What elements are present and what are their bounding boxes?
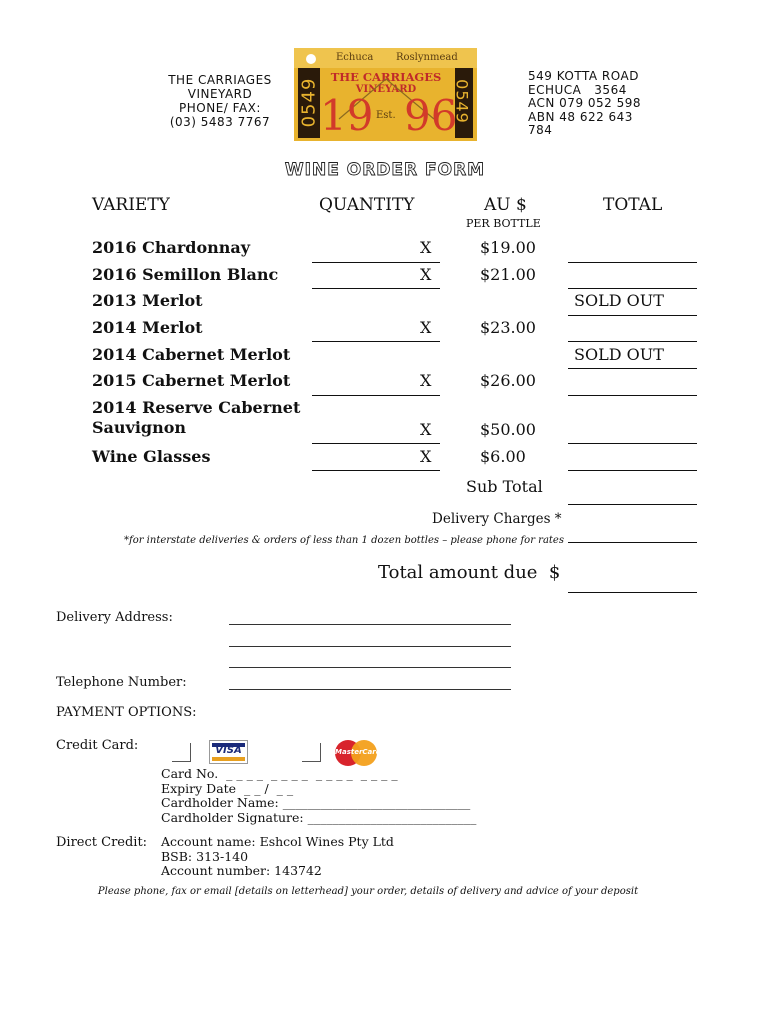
quantity-field[interactable] xyxy=(312,262,440,263)
times-sign: X xyxy=(420,371,432,390)
delivery-address-field[interactable] xyxy=(229,667,511,668)
logo-text: Echuca xyxy=(336,52,374,63)
total-field[interactable] xyxy=(568,470,697,471)
quantity-field[interactable] xyxy=(312,395,440,396)
quantity-field[interactable] xyxy=(312,470,440,471)
logo-text: 96 xyxy=(404,91,458,140)
sub-total-field[interactable] xyxy=(568,504,697,505)
contact-line: VINEYARD xyxy=(187,87,253,101)
cardholder-name-field[interactable]: Cardholder Name: ______________________________ xyxy=(161,795,471,810)
times-sign: X xyxy=(420,420,432,439)
wine-name: 2013 Merlot xyxy=(92,291,203,310)
total-field[interactable] xyxy=(568,395,697,396)
contact-line: PHONE/ FAX: xyxy=(179,101,261,115)
wine-price: $50.00 xyxy=(480,420,536,439)
per-bottle-label: PER BOTTLE xyxy=(466,217,541,230)
wine-name: 2014 Merlot xyxy=(92,318,203,337)
delivery-address-field[interactable] xyxy=(229,646,511,647)
contact-line: THE CARRIAGES xyxy=(168,73,272,87)
column-header-total: TOTAL xyxy=(603,195,663,215)
mastercard-checkbox[interactable] xyxy=(302,743,321,762)
page-title: WINE ORDER FORM xyxy=(284,160,486,180)
logo-text: 0549 xyxy=(452,79,472,124)
direct-credit-details xyxy=(161,835,394,879)
logo-text: 0549 xyxy=(298,77,320,128)
visa-logo xyxy=(209,740,248,764)
bsb: BSB: 313-140 xyxy=(161,848,249,864)
mastercard-text: MasterCard xyxy=(335,748,381,756)
wine-price: $26.00 xyxy=(480,371,536,390)
delivery-charges-field[interactable] xyxy=(568,542,697,543)
quantity-field[interactable] xyxy=(312,443,440,444)
total-field[interactable] xyxy=(568,262,697,263)
vineyard-address xyxy=(528,70,688,138)
credit-card-label: Credit Card: xyxy=(56,738,139,753)
delivery-note: *for interstate deliveries & orders of less than 1 dozen bottles – please phone for rates xyxy=(124,535,564,546)
wine-name: Wine Glasses xyxy=(92,447,211,466)
wine-name: 2015 Cabernet Merlot xyxy=(92,371,291,390)
times-sign: X xyxy=(420,238,432,257)
logo-text: THE CARRIAGES xyxy=(330,70,442,84)
wine-price: $21.00 xyxy=(480,265,536,284)
times-sign: X xyxy=(420,447,432,466)
card-number-field[interactable]: Card No. _ _ _ _ _ _ _ _ _ _ _ _ _ _ _ _ xyxy=(161,766,398,781)
address-line: 549 KOTTA ROAD xyxy=(528,69,639,83)
times-sign: X xyxy=(420,265,432,284)
total-field[interactable] xyxy=(568,443,697,444)
vineyard-logo xyxy=(294,48,477,141)
column-header-quantity: QUANTITY xyxy=(319,195,415,215)
column-header-price: AU $ xyxy=(484,195,527,215)
logo-text: Roslynmead xyxy=(396,52,458,63)
delivery-charges-label: Delivery Charges * xyxy=(432,511,562,527)
sub-total-label: Sub Total xyxy=(466,477,543,496)
delivery-address-field[interactable] xyxy=(229,624,511,625)
logo-text: 19 xyxy=(320,91,374,140)
times-sign: X xyxy=(420,318,432,337)
wine-name: 2014 Reserve Cabernet xyxy=(92,398,301,417)
column-header-variety: VARIETY xyxy=(92,195,170,215)
wine-name: 2016 Semillon Blanc xyxy=(92,265,279,284)
sold-out-label: SOLD OUT xyxy=(574,345,664,364)
quantity-field[interactable] xyxy=(312,341,440,342)
address-line: ECHUCA 3564 xyxy=(528,82,627,97)
vineyard-contact xyxy=(150,73,290,129)
account-name: Account name: Eshcol Wines Pty Ltd xyxy=(161,834,394,849)
total-field xyxy=(568,368,697,369)
address-line: ACN 079 052 598 xyxy=(528,96,642,110)
logo-text: VINEYARD xyxy=(355,84,417,95)
total-field[interactable] xyxy=(568,288,697,289)
wine-price: $19.00 xyxy=(480,238,536,257)
total-field[interactable] xyxy=(568,341,697,342)
visa-checkbox[interactable] xyxy=(172,743,191,762)
mastercard-logo xyxy=(335,740,381,766)
logo-text: Est. xyxy=(376,110,396,121)
wine-price: $6.00 xyxy=(480,447,526,466)
delivery-address-label: Delivery Address: xyxy=(56,610,173,625)
payment-options-heading: PAYMENT OPTIONS: xyxy=(56,705,197,720)
direct-credit-label: Direct Credit: xyxy=(56,835,148,850)
wine-price: $23.00 xyxy=(480,318,536,337)
total-field xyxy=(568,315,697,316)
footer-note: Please phone, fax or email [details on letterhead] your order, details of delivery and advice of your deposit xyxy=(97,886,639,897)
visa-text: VISA xyxy=(215,745,242,756)
telephone-label: Telephone Number: xyxy=(56,675,187,690)
wine-name: 2014 Cabernet Merlot xyxy=(92,345,291,364)
account-number: Account number: 143742 xyxy=(161,863,322,878)
contact-line: (03) 5483 7767 xyxy=(169,115,271,129)
quantity-field[interactable] xyxy=(312,288,440,289)
telephone-field[interactable] xyxy=(229,689,511,690)
total-due-field[interactable] xyxy=(568,592,697,593)
cardholder-signature-field[interactable]: Cardholder Signature: ___________________________ xyxy=(161,809,477,825)
expiry-date-field[interactable]: Expiry Date _ _ / _ _ xyxy=(161,780,294,796)
sold-out-label: SOLD OUT xyxy=(574,291,664,310)
address-line: 784 xyxy=(528,123,553,137)
address-line: ABN 48 622 643 xyxy=(528,109,633,124)
wine-name: 2016 Chardonnay xyxy=(92,238,251,257)
wine-name: Sauvignon xyxy=(92,418,187,437)
total-due-label: Total amount due $ xyxy=(378,562,561,583)
card-details xyxy=(161,767,476,825)
